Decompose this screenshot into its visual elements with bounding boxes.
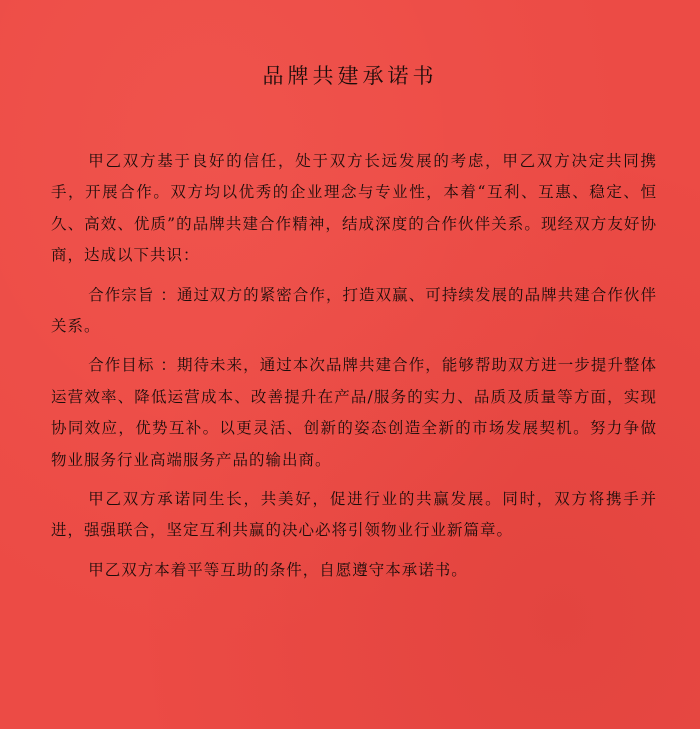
paragraph-purpose: 合作宗旨 ：通过双方的紧密合作，打造双赢、可持续发展的品牌共建合作伙伴关系。 — [51, 285, 657, 336]
paragraph-closing: 甲乙双方本着平等互助的条件，自愿遵守本承诺书。 — [88, 560, 468, 579]
document-body — [51, 146, 657, 594]
paragraph-commitment: 甲乙双方承诺同生长，共美好，促进行业的共赢发展。同时，双方将携手并进，强强联合，坚定互利共赢的决心必将引领物业行业新篇章。 — [51, 490, 657, 540]
document-title: 品牌共建承诺书 — [262, 64, 438, 88]
paragraph-goal: 合作目标 ：期待未来，通过本次品牌共建合作，能够帮助双方进一步提升整体运营效率、降低运营成本、改善提升在产品/服务的实力、品质及质量等方面，实现协同效应，优势互补。以更灵活、创新的姿态创造全新的市场发展契机。努力争做物业服务行业高端服务产品的输出商。 — [51, 356, 657, 469]
paragraph-intro: 甲乙双方基于良好的信任，处于双方长远发展的考虑，甲乙双方决定共同携手，开展合作。双方均以优秀的企业理念与专业性，本着“互利、互惠、稳定、恒久、高效、优质”的品牌共建合作精神，结成深度的合作伙伴关系。现经双方友好协商，达成以下共识： — [51, 152, 657, 265]
